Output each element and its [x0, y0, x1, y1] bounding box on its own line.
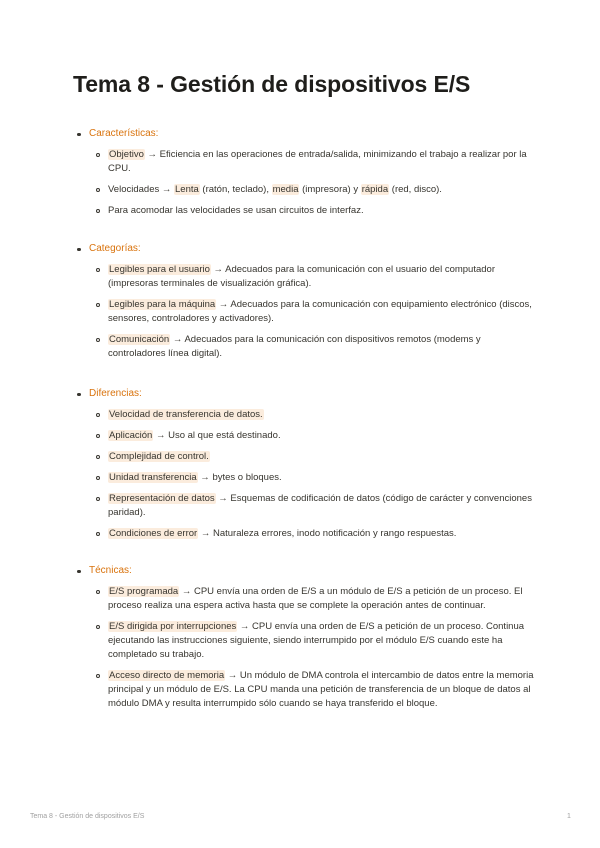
highlighted-term: Lenta — [175, 184, 199, 195]
item-text: → Naturaleza errores, inodo notificación y rango respuestas. — [198, 528, 457, 539]
item-text: → Un módulo de DMA controla el intercambio de datos entre la memoria principal y un módulo de E/S. La CPU manda una petición de transferencia de un bloque de datos al módulo DMA y resulta interrumpido sólo cuando se haya transferido el bloque. — [108, 670, 534, 709]
highlighted-term: Complejidad de control. — [109, 451, 209, 462]
circle-bullet-icon — [96, 590, 100, 594]
item-text: (red, disco). — [389, 184, 442, 195]
circle-bullet-icon — [96, 497, 100, 501]
highlighted-term: rápida — [361, 184, 389, 195]
circle-bullet-icon — [96, 153, 100, 157]
list-item — [96, 148, 537, 176]
list-item — [96, 471, 537, 485]
item-text: → CPU envía una orden de E/S a petición de un proceso. Continua ejecutando las instrucciones siguiente, siendo interrumpido por el módulo E/S cuando este ha completado su trabajo. — [108, 621, 525, 660]
section-categorias — [77, 241, 537, 368]
item-text: → CPU envía una orden de E/S a un módulo de E/S a petición de un proceso. El proceso realiza una espera activa hasta que se complete la operación antes de continuar. — [108, 586, 523, 611]
circle-bullet-icon — [96, 338, 100, 342]
circle-bullet-icon — [96, 268, 100, 272]
highlighted-term: Comunicación — [109, 334, 170, 345]
list-item — [96, 585, 537, 613]
section-heading — [77, 241, 537, 257]
list-item — [96, 298, 537, 326]
item-list — [77, 408, 537, 541]
section-diferencias — [77, 386, 537, 548]
item-text: → Adecuados para la comunicación con el usuario del computador (impresoras terminales de visualización gráfica). — [108, 264, 495, 289]
list-item — [96, 183, 537, 197]
circle-bullet-icon — [96, 188, 100, 192]
highlighted-term: Unidad transferencia — [109, 472, 197, 483]
bullet-icon — [77, 570, 81, 574]
section-heading-label: Diferencias: — [89, 388, 142, 399]
item-text: → Eficiencia en las operaciones de entrada/salida, minimizando el trabajo a realizar por la CPU. — [108, 149, 527, 174]
list-item — [96, 263, 537, 291]
highlighted-term: Objetivo — [109, 149, 144, 160]
section-heading-label: Técnicas: — [89, 565, 132, 576]
circle-bullet-icon — [96, 434, 100, 438]
highlighted-term: Legibles para la máquina — [109, 299, 216, 310]
circle-bullet-icon — [96, 455, 100, 459]
circle-bullet-icon — [96, 532, 100, 536]
item-text: → bytes o bloques. — [197, 472, 282, 483]
list-item — [96, 450, 537, 464]
section-heading-label: Características: — [89, 128, 159, 139]
item-text: → Esquemas de codificación de datos (código de carácter y convenciones paridad). — [108, 493, 532, 518]
highlighted-term: Aplicación — [109, 430, 153, 441]
section-tecnicas — [77, 563, 537, 718]
item-text: → Uso al que está destinado. — [153, 430, 281, 441]
list-item — [96, 669, 537, 711]
page-title: Tema 8 - Gestión de dispositivos E/S — [73, 71, 471, 97]
circle-bullet-icon — [96, 303, 100, 307]
list-item — [96, 620, 537, 662]
highlighted-term: Representación de datos — [109, 493, 215, 504]
highlighted-term: Condiciones de error — [109, 528, 198, 539]
highlighted-term: Velocidad de transferencia de datos. — [109, 409, 263, 420]
circle-bullet-icon — [96, 209, 100, 213]
item-text: (ratón, teclado), — [199, 184, 272, 195]
section-caracteristicas — [77, 126, 537, 225]
circle-bullet-icon — [96, 625, 100, 629]
section-heading — [77, 386, 537, 402]
list-item — [96, 204, 537, 218]
item-text: Para acomodar las velocidades se usan circuitos de interfaz. — [108, 205, 364, 216]
highlighted-term: Acceso directo de memoria — [109, 670, 225, 681]
item-text: Velocidades → — [108, 184, 175, 195]
highlighted-term: Legibles para el usuario — [109, 264, 210, 275]
highlighted-term: E/S programada — [109, 586, 179, 597]
section-heading — [77, 126, 537, 142]
item-text: (impresora) y — [299, 184, 361, 195]
bullet-icon — [77, 133, 81, 137]
list-item — [96, 333, 537, 361]
item-list — [77, 263, 537, 361]
circle-bullet-icon — [96, 476, 100, 480]
item-list — [77, 148, 537, 218]
list-item — [96, 492, 537, 520]
item-text: → Adecuados para la comunicación con dispositivos remotos (modems y controladores línea digital). — [108, 334, 481, 359]
highlighted-term: media — [272, 184, 299, 195]
section-heading — [77, 563, 537, 579]
list-item — [96, 408, 537, 422]
footer-title: Tema 8 - Gestión de dispositivos E/S — [30, 813, 145, 820]
list-item — [96, 429, 537, 443]
footer-page-number: 1 — [567, 813, 571, 820]
highlighted-term: E/S dirigida por interrupciones — [109, 621, 237, 632]
bullet-icon — [77, 393, 81, 397]
item-text: → Adecuados para la comunicación con equipamiento electrónico (discos, sensores, controladores y activadores). — [108, 299, 532, 324]
circle-bullet-icon — [96, 413, 100, 417]
bullet-icon — [77, 248, 81, 252]
item-list — [77, 585, 537, 711]
section-heading-label: Categorías: — [89, 243, 141, 254]
circle-bullet-icon — [96, 674, 100, 678]
list-item — [96, 527, 537, 541]
